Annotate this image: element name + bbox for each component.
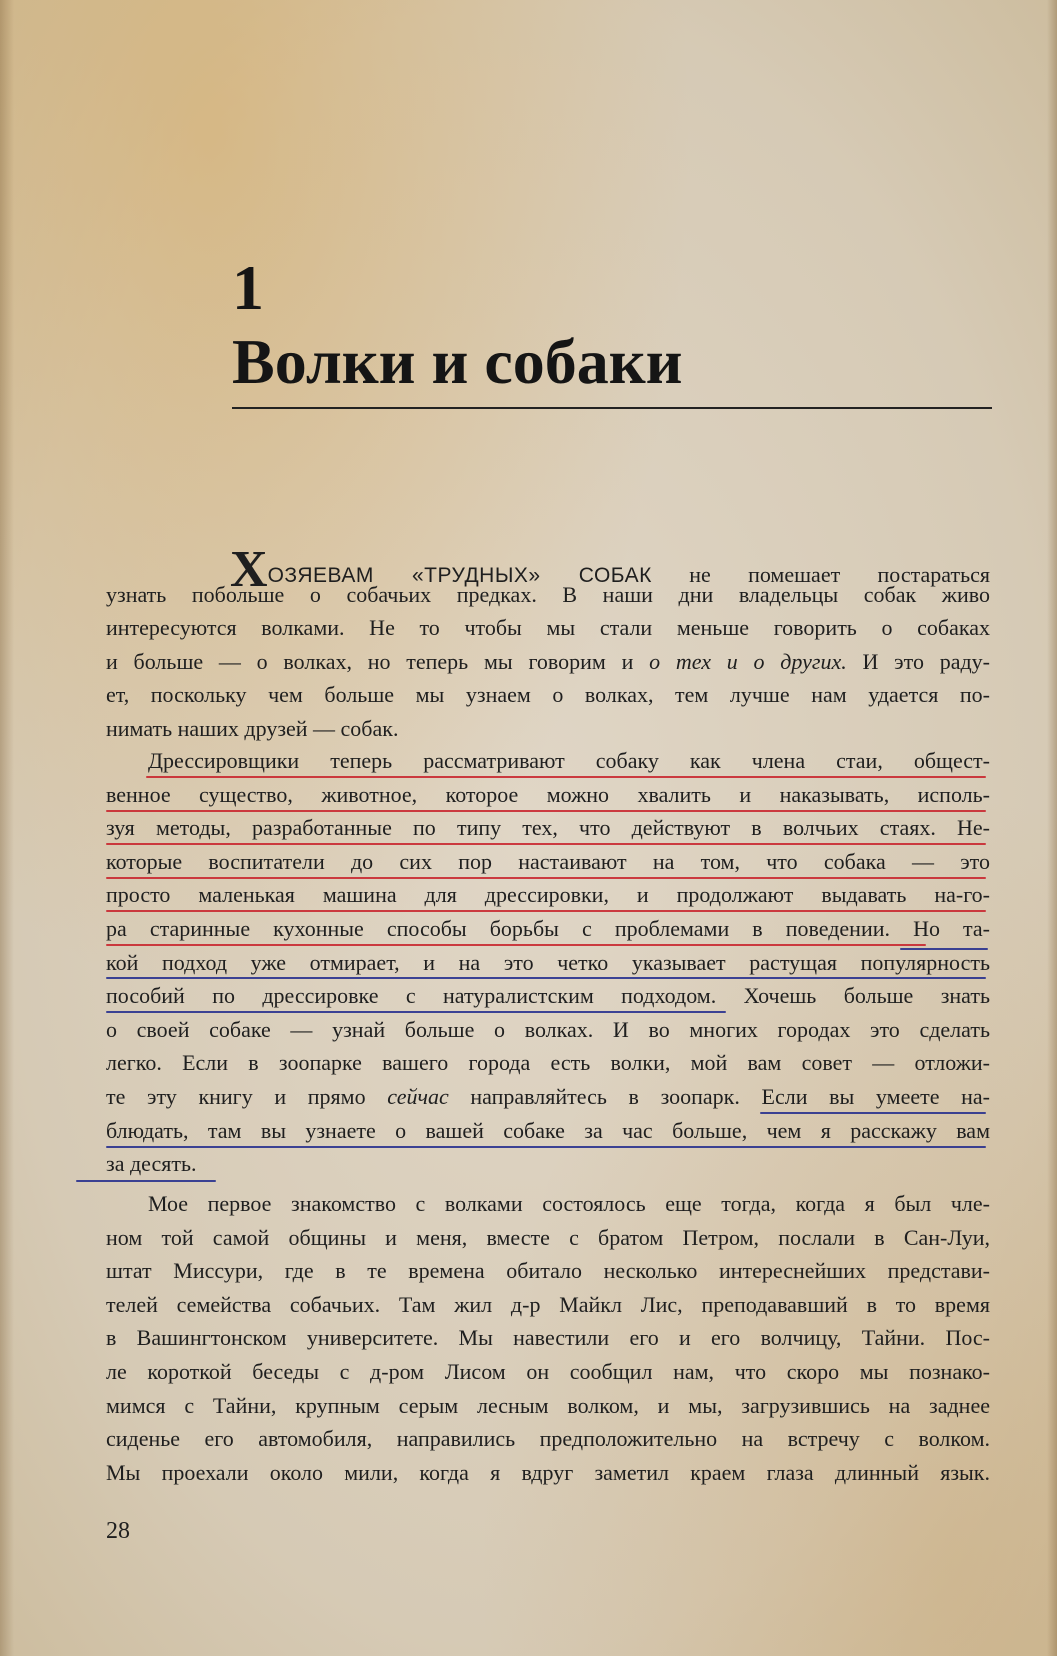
- text-line: Мы проехали около мили, когда я вдруг заметил краем глаза длинный язык.: [106, 1459, 990, 1485]
- text-line: зуя методы, разработанные по типу тех, что действуют в волчьих стаях. Не-: [106, 815, 990, 841]
- text-span: не помешает постараться: [651, 562, 990, 587]
- text-span: направляйтесь в зоопарк. Если вы умеете на-: [448, 1083, 990, 1109]
- blue-underline: [760, 1112, 986, 1114]
- text-line: узнать побольше о собачьих предках. В наши дни владельцы собак живо: [106, 581, 990, 607]
- red-underline: [106, 810, 986, 812]
- chapter-title: Волки и собаки: [232, 326, 683, 397]
- text-line: Дрессировщики теперь рассматривают собаку как члена стаи, общест-: [148, 748, 990, 773]
- page-edge-shadow-left: [0, 0, 14, 1656]
- title-divider: [232, 407, 992, 409]
- text-line: телей семейства собачьих. Там жил д-р Майкл Лис, преподававший в то время: [106, 1291, 990, 1317]
- text-line: о своей собаке — узнай больше о волках. И во многих городах это сделать: [106, 1016, 990, 1042]
- red-underline: [146, 776, 986, 778]
- text-line: за десять.: [106, 1151, 197, 1177]
- text-line: ном той самой общины и меня, вместе с братом Петром, послали в Сан-Луи,: [106, 1224, 990, 1250]
- text-line: нимать наших друзей — собак.: [106, 715, 399, 741]
- red-underline: [106, 877, 986, 879]
- text-line: в Вашингтонском университете. Мы навестили его и его волчицу, Тайни. Пос-: [106, 1325, 990, 1351]
- paragraph-3: [106, 1187, 990, 1489]
- text-span: и больше — о волках, но теперь мы говорим и: [106, 648, 650, 674]
- text-line: [106, 1080, 990, 1114]
- text-span: И это раду-: [846, 648, 990, 674]
- text-line: сиденье его автомобиля, направились предположительно на встречу с волком.: [106, 1426, 990, 1452]
- text-line: пособий по дрессировке с натуралистским подходом. Хочешь больше знать: [106, 983, 990, 1009]
- text-line: интересуются волками. Не то чтобы мы стали меньше говорить о собаках: [106, 615, 990, 641]
- blue-underline: [900, 948, 988, 950]
- italic-word: сейчас: [387, 1083, 449, 1109]
- text-line: которые воспитатели до сих пор настаивают на том, что собака — это: [106, 848, 990, 874]
- text-line: мимся с Тайни, крупным серым лесным волком, и мы, загрузившись на заднее: [106, 1392, 990, 1418]
- red-underline: [106, 944, 926, 946]
- red-underline: [106, 843, 986, 845]
- text-span: те эту книгу и прямо: [106, 1083, 388, 1109]
- chapter-number: 1: [232, 252, 264, 323]
- page-edge-shadow-right: [1047, 0, 1057, 1656]
- blue-underline: [106, 1146, 986, 1148]
- text-line: венное существо, животное, которое можно хвалить и наказывать, исполь-: [106, 781, 990, 807]
- italic-phrase: о тех и о других.: [649, 648, 847, 674]
- paragraph-1: [106, 541, 990, 746]
- text-line: ра старинные кухонные способы борьбы с проблемами в поведении. Но та-: [106, 915, 990, 941]
- text-line: Мое первое знакомство с волками состоялось еще тогда, когда я был чле-: [148, 1191, 990, 1216]
- red-underline: [106, 910, 986, 912]
- text-line: просто маленькая машина для дрессировки, и продолжают выдавать на-го-: [106, 882, 990, 908]
- lead-in-caps: ОЗЯЕВАМ «ТРУДНЫХ» СОБАК: [267, 564, 652, 587]
- page-number: 28: [106, 1518, 130, 1544]
- text-line: ет, поскольку чем больше мы узнаем о волках, тем лучше нам удается по-: [106, 682, 990, 708]
- text-line: ле короткой беседы с д-ром Лисом он сообщил нам, что скоро мы познако-: [106, 1358, 990, 1384]
- text-line: [106, 645, 990, 679]
- text-line: штат Миссури, где в те времена обитало несколько интереснейших представи-: [106, 1258, 990, 1284]
- blue-underline: [106, 1011, 726, 1013]
- blue-underline: [76, 1180, 216, 1182]
- text-line: блюдать, там вы узнаете о вашей собаке за час больше, чем я расскажу вам: [106, 1117, 990, 1143]
- text-line: легко. Если в зоопарке вашего города есть волки, мой вам совет — отложи-: [106, 1050, 990, 1076]
- text-line: кой подход уже отмирает, и на это четко указывает растущая популярность: [106, 949, 990, 975]
- drop-cap: Х: [230, 541, 268, 598]
- blue-underline: [106, 977, 986, 979]
